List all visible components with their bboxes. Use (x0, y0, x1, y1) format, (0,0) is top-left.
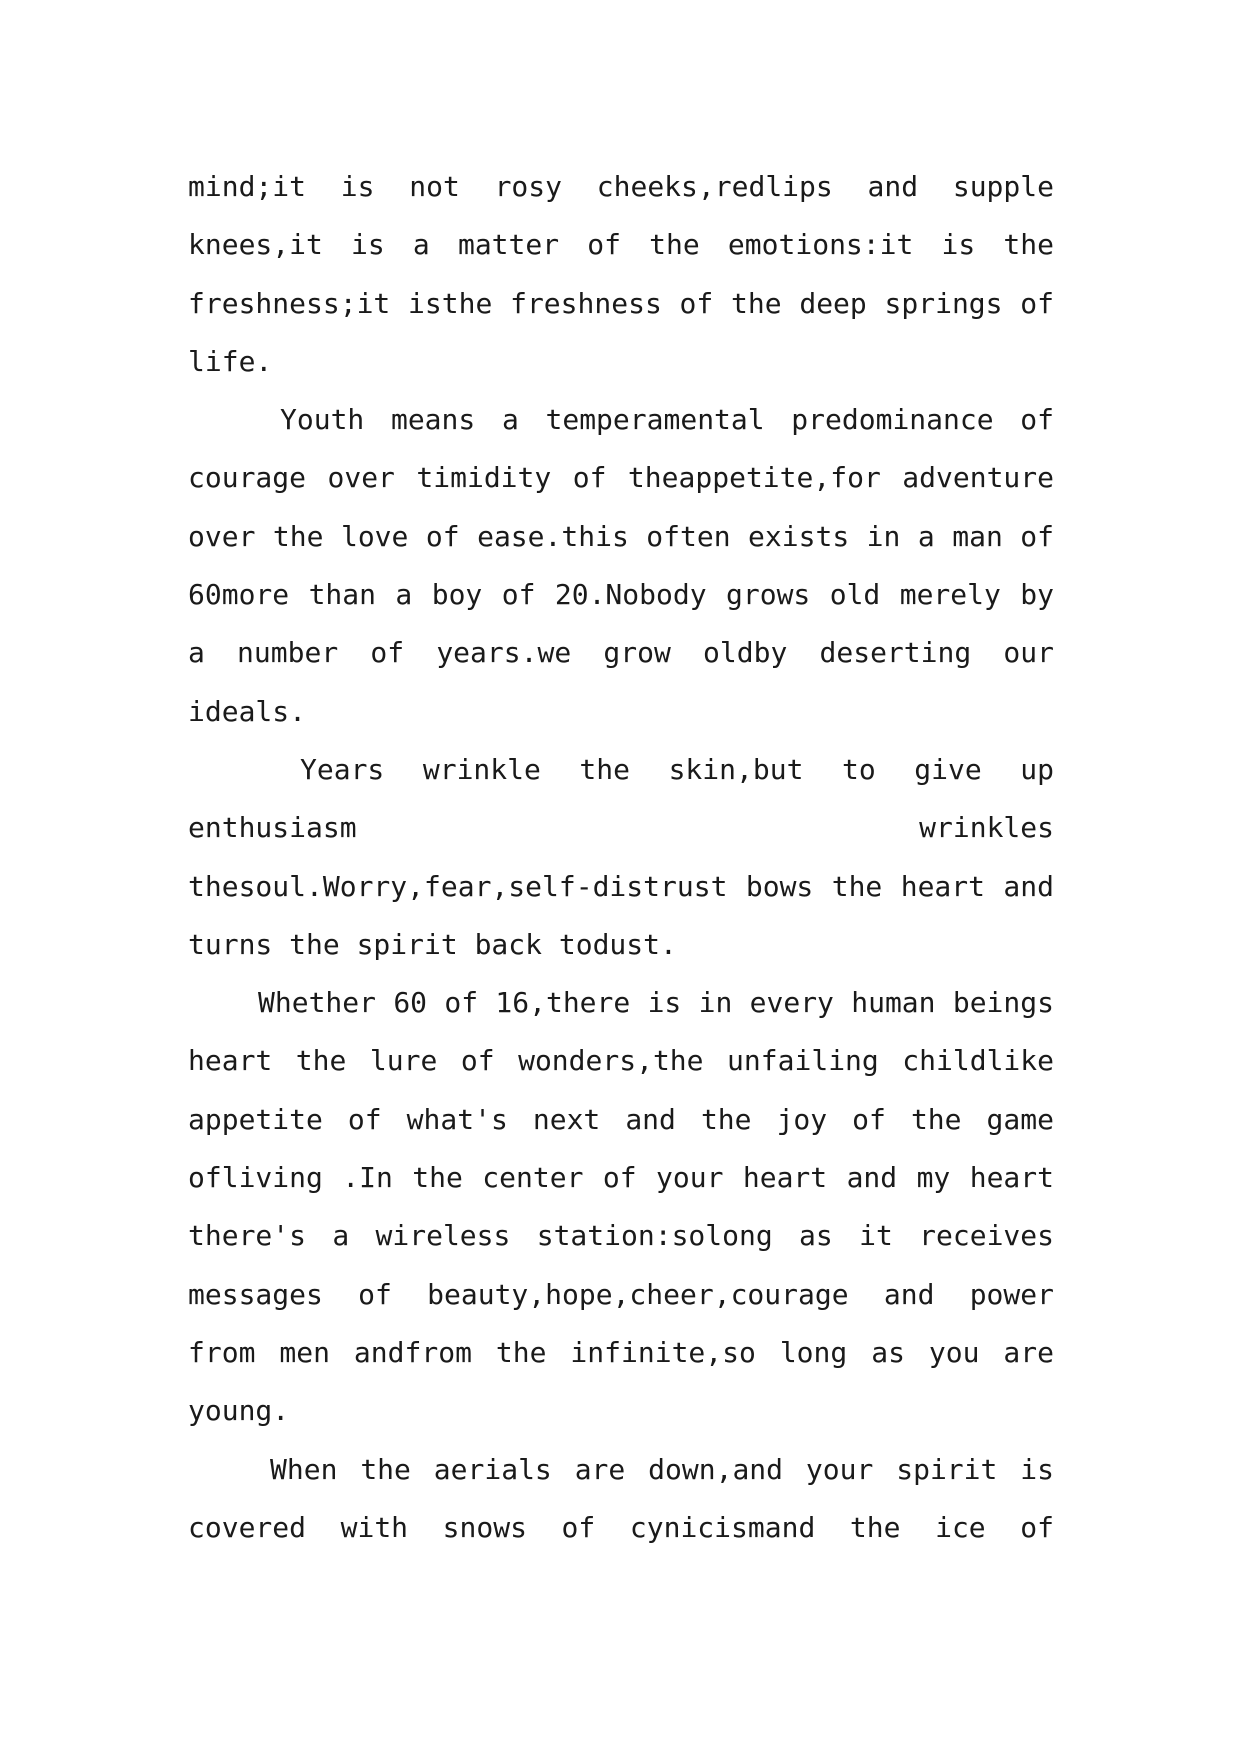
text-line: messages of beauty,hope,cheer,courage and power (188, 1277, 1054, 1311)
text-line: covered with snows of cynicismand the ice of (188, 1510, 1054, 1544)
text-line: appetite of what's next and the joy of the game (188, 1102, 1054, 1136)
text-line: Youth means a temperamental predominance of (280, 403, 1054, 437)
body-text (188, 158, 1054, 1557)
text-line: When the aerials are down,and your spirit is (270, 1452, 1054, 1486)
text-line: 60more than a boy of 20.Nobody grows old merely by (188, 578, 1054, 612)
text-line: heart the lure of wonders,the unfailing childlike (188, 1044, 1054, 1078)
text-line: Years wrinkle the skin,but to give up (300, 752, 1054, 786)
text-line: ideals. (188, 694, 307, 728)
text-line: young. (188, 1394, 290, 1428)
text-line: courage over timidity of theappetite,for adventure (188, 461, 1054, 495)
text-line: thesoul.Worry,fear,self-distrust bows the heart and (188, 869, 1054, 903)
text-line: freshness;it isthe freshness of the deep springs of (188, 286, 1054, 320)
text-line: turns the spirit back todust. (188, 927, 677, 961)
text-line: from men andfrom the infinite,so long as you are (188, 1335, 1054, 1369)
text-line: knees,it is a matter of the emotions:it is the (188, 228, 1054, 262)
text-line: over the love of ease.this often exists in a man of (188, 519, 1054, 553)
text-line: a number of years.we grow oldby deserting our (188, 636, 1054, 670)
text-line: mind;it is not rosy cheeks,redlips and supple (188, 170, 1054, 203)
text-line: Whether 60 of 16,there is in every human beings (258, 986, 1054, 1020)
text-line: enthusiasm wrinkles (188, 811, 1054, 845)
text-line: ofliving .In the center of your heart and my heart (188, 1161, 1054, 1195)
text-line: life. (188, 344, 273, 378)
text-line: there's a wireless station:solong as it receives (188, 1219, 1054, 1253)
